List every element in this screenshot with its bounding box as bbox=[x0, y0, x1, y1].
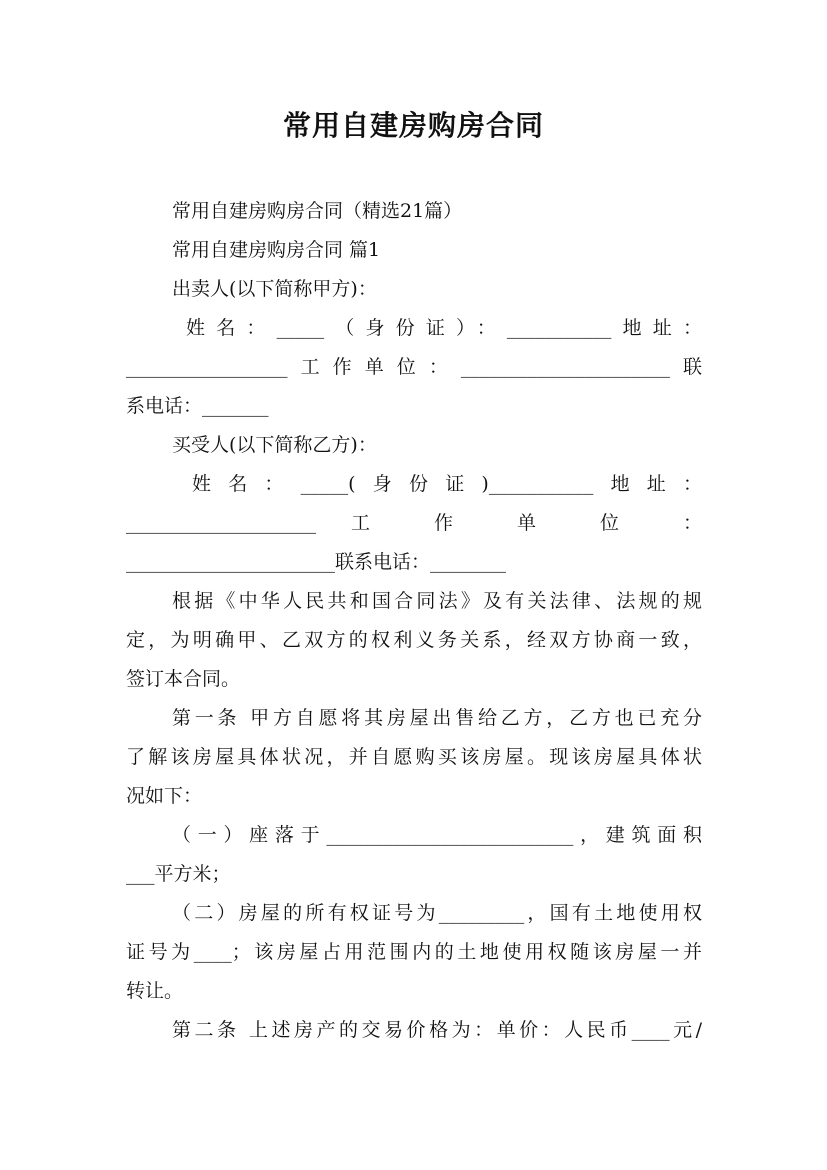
subtitle-line: 常用自建房购房合同（精选21篇） bbox=[172, 200, 463, 222]
article-1-line: 况如下： bbox=[126, 785, 203, 807]
paragraph-line: 定，为明确甲、乙双方的权利义务关系，经双方协商一致， bbox=[126, 629, 702, 651]
paragraph-line: 签订本合同。 bbox=[126, 668, 241, 690]
item-2-line: 证号为____；该房屋占用范围内的土地使用权随该房屋一并 bbox=[126, 941, 702, 963]
seller-id-line: 姓名：_____（身份证）：___________地址： bbox=[186, 317, 702, 339]
article-2-line: 第二条 上述房产的交易价格为：单价：人民币____元/ bbox=[172, 1019, 702, 1041]
seller-workplace-line: _________________工作单位：______________________联 bbox=[126, 356, 702, 378]
item-1-line: ___平方米； bbox=[126, 863, 231, 885]
buyer-workplace-line: ____________________ 工 作 单 位 ： bbox=[126, 512, 702, 534]
document-title: 常用自建房购房合同 bbox=[282, 109, 544, 142]
buyer-label: 买受人(以下简称乙方)： bbox=[172, 434, 377, 456]
article-1-line: 第一条 甲方自愿将其房屋出售给乙方，乙方也已充分 bbox=[172, 707, 702, 729]
seller-label: 出卖人(以下简称甲方)： bbox=[172, 278, 377, 300]
paragraph-line: 根据《中华人民共和国合同法》及有关法律、法规的规 bbox=[172, 590, 702, 612]
item-2-line: （二）房屋的所有权证号为_________，国有土地使用权 bbox=[172, 902, 702, 924]
buyer-phone-line: ______________________联系电话：________ bbox=[126, 551, 507, 573]
item-2-line: 转让。 bbox=[126, 980, 184, 1002]
seller-phone-line: 系电话：_______ bbox=[126, 395, 269, 417]
section-heading: 常用自建房购房合同 篇1 bbox=[172, 239, 381, 261]
buyer-id-line: 姓名：_____(身份证)___________地址： bbox=[192, 473, 702, 495]
item-1-line: （一）座落于__________________________，建筑面积 bbox=[172, 824, 702, 846]
article-1-line: 了解该房屋具体状况，并自愿购买该房屋。现该房屋具体状 bbox=[126, 746, 702, 768]
